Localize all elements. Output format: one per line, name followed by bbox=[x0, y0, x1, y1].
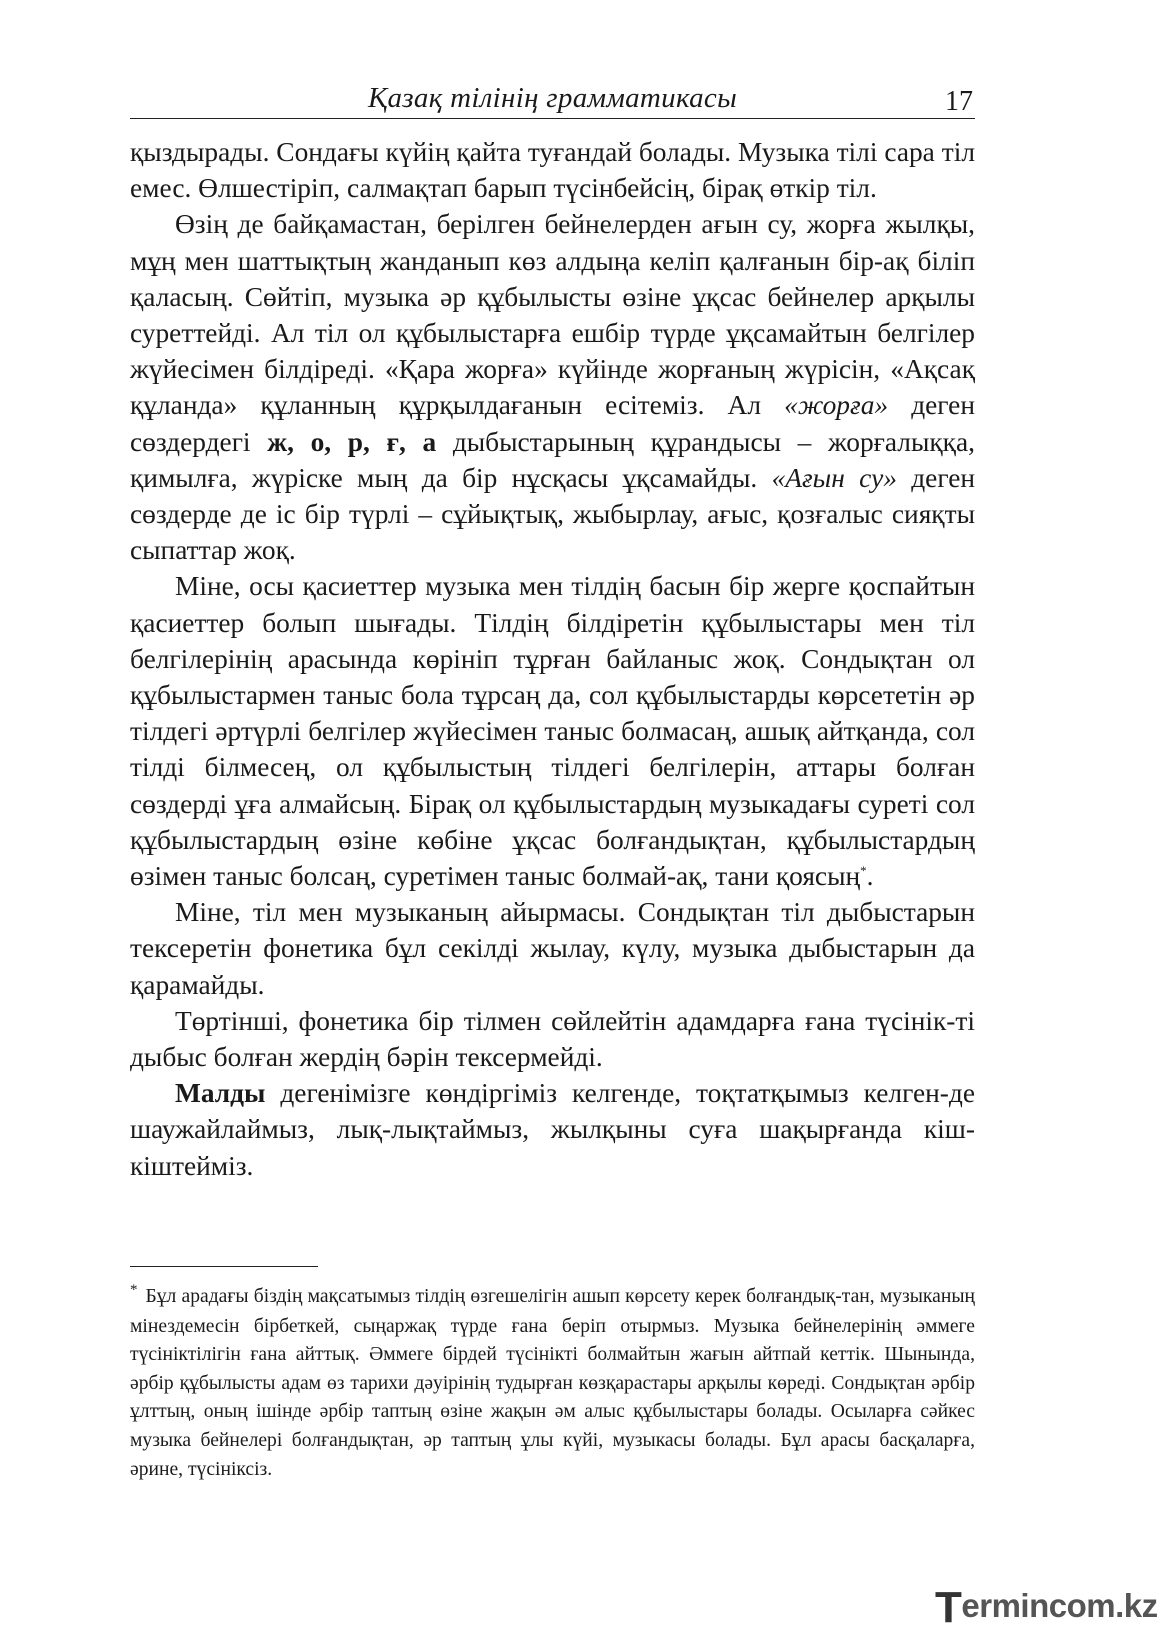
paragraph-2-text-d: деген сөздерде де іс бір түрлі – сұйықтық, жыбырлау, ағыс, қозғалыс сияқты сыпаттар жоқ. bbox=[130, 462, 976, 566]
watermark-logo-text: ermincom.kz bbox=[961, 1587, 1158, 1624]
paragraph-2-text-c: дыбыстарының құрандысы – жорғалыққа, қимылға, жүріске мың да бір нұсқасы ұқсамайды. bbox=[130, 426, 975, 493]
footnote-reference[interactable]: * bbox=[860, 862, 867, 878]
paragraph-2-text-b: деген сөздердегі bbox=[130, 390, 975, 457]
paragraph-1: қыздырады. Сондағы күйің қайта туғандай болады. Музыка тілі сара тіл емес. Өлшестіріп, салмақтап барып түсінбейсің, бірақ өткір тіл. bbox=[130, 137, 975, 204]
quoted-phrase-agyn-su: «Ағын су» bbox=[771, 462, 897, 493]
site-watermark-logo bbox=[935, 1583, 1158, 1632]
bold-term-maldy: Малды bbox=[175, 1078, 266, 1109]
paragraph-2 bbox=[130, 206, 975, 568]
footnote-separator bbox=[130, 1266, 318, 1267]
running-title: Қазақ тілінің грамматикасы bbox=[367, 82, 738, 114]
footnote-mark: * bbox=[130, 1282, 138, 1298]
footnote bbox=[130, 1283, 975, 1484]
footnote-paragraph bbox=[130, 1283, 975, 1484]
paragraph-3 bbox=[130, 568, 975, 894]
running-header bbox=[130, 80, 975, 119]
paragraph-6 bbox=[130, 1075, 975, 1184]
paragraph-5: Төртінші, фонетика бір тілмен сөйлейтін адамдарға ғана түсінік-ті дыбыс болған жердің бәрін тексермейді. bbox=[130, 1005, 975, 1073]
watermark-logo-letter: T bbox=[935, 1583, 962, 1632]
paragraph-3-end: . bbox=[866, 861, 874, 892]
bold-letters: ж, о, р, ғ, а bbox=[267, 426, 437, 457]
paragraph-6-text: дегенімізге көндіргіміз келгенде, тоқтатқымыз келген-де шаужайлаймыз, лық-лықтаймыз, жылқыны суға шақырғанда кіш-кіштейміз. bbox=[130, 1078, 975, 1181]
main-text bbox=[130, 134, 975, 1184]
footnote-text: Бұл арадағы біздің мақсатымыз тілдің өзгешелігін ашып көрсету керек болғандық-тан, музыканың мінездемесін бірбеткей, сыңаржақ түрде ғана беріп отырмыз. Музыка бейнелерінің әммеге түсініктілігін ғана айттық. Әммеге бірдей түсінікті болмайтын жағын айтпай кеттік. Шынында, әрбір құбылысты адам өз тарихи дәуірінің тудырған көзқарастары арқылы көреді. Сондықтан әрбір ұлттың, оның ішінде әрбір таптың өзіне жақын әм алыс құбылыстары болады. Осыларға сәйкес музыка бейнелері болғандықтан, әр таптың ұлы күйі, музыкасы болады. Бұл арасы басқаларға, әрине, түсініксіз. bbox=[130, 1286, 975, 1480]
paragraph-4: Міне, тіл мен музыканың айырмасы. Сондықтан тіл дыбыстарын тексеретін фонетика бұл секілді жылау, күлу, музыка дыбыстарын да қарамайды. bbox=[130, 897, 975, 1000]
quoted-word-zhorga: «жорға» bbox=[784, 390, 889, 421]
paragraph-2-text-a: Өзің де байқамастан, берілген бейнелерден ағын су, жорға жылқы, мұң мен шаттықтың жанданып көз алдыңа келіп қалғанын бір-ақ біліп қаласың. Сөйтіп, музыка әр құбылысты өзіне ұқсас бейнелер арқылы суреттейді. Ал тіл ол құбылыстарға ешбір түрде ұқсамайтын белгілер жүйесімен білдіреді. «Қара жорға» күйінде жорғаның жүрісін, «Ақсақ құланда» құланның құрқылдағанын есітеміз. Ал bbox=[130, 209, 975, 421]
page-number: 17 bbox=[945, 86, 973, 117]
paragraph-3-text: Міне, осы қасиеттер музыка мен тілдің басын бір жерге қоспайтын қасиеттер болып шығады. Тілдің білдіретін құбылыстары мен тіл белгілерінің арасында көрініп тұрған байланыс жоқ. Сондықтан ол құбылыстармен таныс бола тұрсаң да, сол құбылыстарды көрсететін әр тілдегі әртүрлі белгілер жүйесімен таныс болмасаң, ашық айтқанда, сол тілді білмесең, ол құбылыстың тілдегі белгілерін, аттары болған сөздерді ұға алмайсың. Бірақ ол құбылыстардың музыкадағы суреті сол құбылыстардың өзіне көбіне ұқсас болғандықтан, құбылыстардың өзімен таныс болсаң, суретімен таныс болмай-ақ, тани қоясың bbox=[130, 571, 975, 892]
